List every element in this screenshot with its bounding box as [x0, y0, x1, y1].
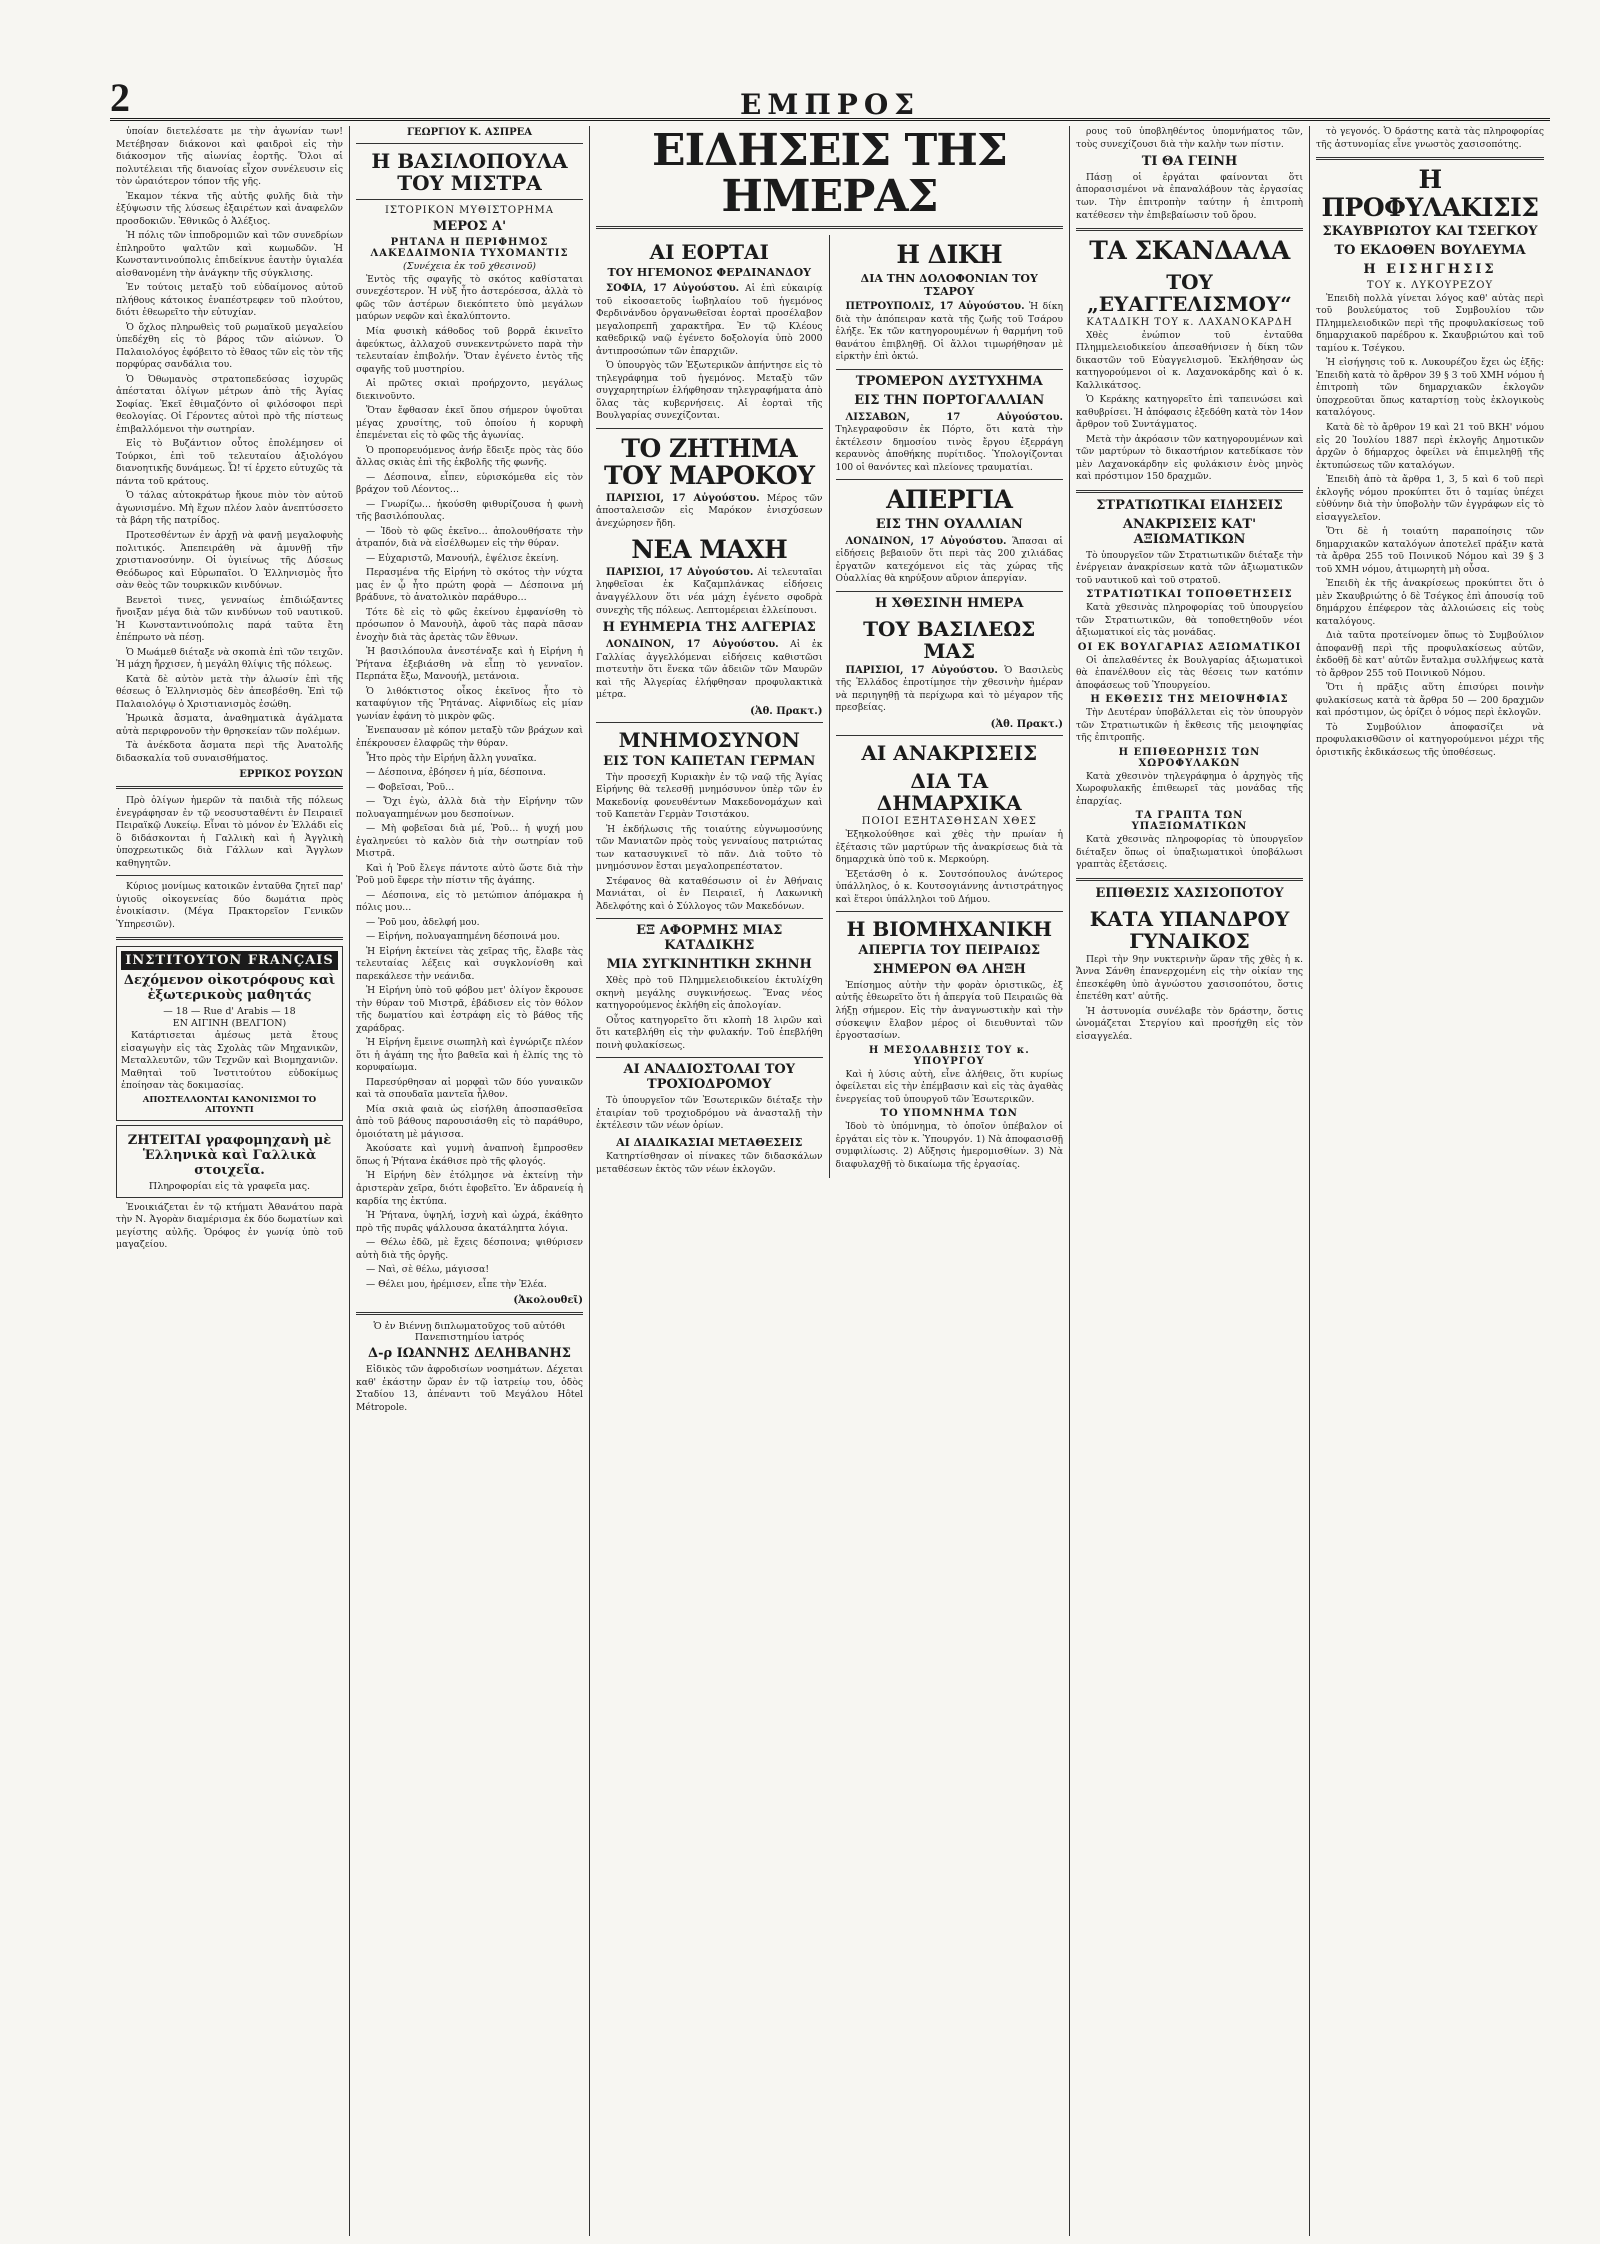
serial-text: — Δέσποινα, ἐβόησεν ἡ μία, δέσποινα. — [366, 767, 546, 779]
serial-text: Ἐντὸς τῆς σφαγῆς τὸ σκότος καθίσταται συνεχέστερον. Ἡ νὺξ ἦτο ἀστερόεσσα, ἀλλὰ τὸ φῶς τῶν ἀστέρων διεκόπτετο ὑπὸ μεγάλων μαύρων νεφῶν καὶ ἐκαλύπτοντο. — [356, 273, 583, 323]
serial-text: — Γνωρίζω… ἠκούσθη φιθυρίζουσα ἡ φωνὴ τῆς βασιλόπουλας. — [356, 498, 583, 523]
news-subheadline: ΕΙΣ ΤΗΝ ΠΟΡΤΟΓΑΛΛΙΑΝ — [854, 392, 1045, 408]
wanted-text: Πληροφορίαι εἰς τὰ γραφεῖα μας. — [148, 1180, 311, 1192]
article-signature: ΕΡΡΙΚΟΣ ΡΟΥΣΩΝ — [239, 769, 343, 781]
news-text: Ὅτι δὲ ἡ τοιαύτη παραποίησις τῶν δημαρχιακῶν καταλόγων ἀποτελεῖ πράξιν κατὰ τὰ ἄρθρα 255 τοῦ Ποινικοῦ Νόμου καὶ 39 § 3 τοῦ ΧΜΗ νόμου, ἀτιμωρητὴ μὴ οὖσα. — [1316, 526, 1544, 575]
news-headline: Η ΔΙΚΗ — [896, 240, 1003, 270]
news-dateline: ΠΑΡΙΣΙΟΙ, 17 Αὐγούστου. — [606, 492, 760, 504]
article-text: Ὁ Ὀθωμανὸς στρατοπεδεύσας ἰσχυρῶς ἀπέσταται ὀλίγων μέτρων ἀπὸ τῆς Ἁγίας Σοφίας. Ἐκεῖ ἐθιμαζόντο οἱ φιλόσοφοι περὶ θεολογίας. Οἱ Γέροντες αὐτοὶ πρὸ τῆς πίστεως ἐπιβαλλόμενοι τὴν σωτηρίαν. — [116, 373, 343, 435]
news-source: (Ἀθ. Πρακτ.) — [990, 719, 1063, 730]
news-text: Κατὰ δὲ τὸ ἄρθρον 19 καὶ 21 τοῦ ΒΚΗ' νόμου εἰς 20 Ἰουλίου 1887 περὶ ἐκλογῆς Δημοτικῶν ἀρχῶν ὁ δήμαρχος ὀφείλει νὰ ἐπιμεληθῇ τῆς ἐκτυπώσεως τῶν καταλόγων. — [1316, 422, 1544, 471]
serial-text: Παρεσύρθησαν αἱ μορφαὶ τῶν δύο γυναικῶν καὶ τὰ σπουδαῖα μαντεῖα ἦλθον. — [356, 1076, 583, 1101]
serial-text: — Εὐχαριστῶ, Μανουήλ, ἐψέλισε ἐκείνη. — [366, 552, 559, 564]
news-text — [596, 492, 823, 531]
news-text — [596, 638, 823, 702]
news-body: Ἡ δίκη διὰ τὴν ἀπόπειραν κατὰ τῆς ζωῆς τοῦ Τσάρου ἐλήξε. Ἐκ τῶν κατηγορουμένων ἡ θαρμήνη τοῦ θανάτου ἐπιβληθῇ. Οἱ ἄλλοι τιμωρήθησαν μὲ εἰρκτὴν ἐπὶ ὀκτώ. — [835, 301, 1064, 363]
news-text: Χθὲς ἐνώπιον τοῦ ἐνταῦθα Πλημμελειοδικείου ἀπεσαθήνισεν ἡ δίκη τῶν δικαστῶν τοῦ Εὐαγγελισμοῦ. Ἐκλήθησαν ὡς κατηγορούμενοι οἱ κ. Λαχανοκάρδης καὶ ὁ κ. Καλλικάτσος. — [1076, 329, 1303, 391]
serial-text: Μία φυσικὴ κάθοδος τοῦ βορρᾶ ἐκινεῖτο ἀφεύκτως, ἀλλαχοῦ συνεκεντρώνετο παρὰ τὴν τελευταίαν ἐπιβολήν. Ὅταν ἐγένετο ἐντὸς τῆς σφαγῆς τοῦ μυστηρίου. — [356, 326, 583, 375]
news-subheadline: ΣΗΜΕΡΟΝ ΘΑ ΛΗΞΗ — [872, 962, 1026, 978]
news-subheadline: ΤΟΥ ΗΓΕΜΟΝΟΣ ΦΕΡΔΙΝΑΝΔΟΥ — [607, 266, 812, 280]
serial-text: — Εἰρήνη, πολυαγαπημένη δέσποινά μου. — [366, 931, 560, 943]
section-title: ΕΙΔΗΣΕΙΣ ΤΗΣ ΗΜΕΡΑΣ — [652, 126, 1007, 223]
article-text: Κατὰ δὲ αὐτὸν μετὰ τὴν ἀλωσίν ἐπὶ τῆς θέσεως ὁ Ἑλληνισμὸς δὲν ἀπεσβέσθη. Ἐπὶ τῷ Παλαιολόγῳ ὁ Χριστιανισμὸς ἐσώθη. — [116, 673, 343, 710]
doctor-ad-body: Εἰδικὸς τῶν ἀφροδισίων νοσημάτων. Δέχεται καθ' ἑκάστην ὥραν ἐν τῷ ἰατρείῳ του, ὁδὸς Σταδίου 13, ἀπέναντι τοῦ Μεγάλου Hôtel Métropole. — [356, 1364, 583, 1413]
news-headline: Η ΜΕΣΟΛΑΒΗΣΙΣ ΤΟΥ κ. ΥΠΟΥΡΓΟΥ — [868, 1044, 1030, 1067]
article-text: Ὁ τάλας αὐτοκράτωρ ἤκουε πιὸν τὸν αὐτοῦ ἀγωνισμένο. Μὴ ἔχων πλέον λαὸν ἀνεπτύσσετο τὰ βάρη τῆς πατρίδος. — [116, 490, 343, 527]
news-text — [836, 411, 1064, 475]
divider — [596, 226, 1063, 229]
divider — [836, 369, 1064, 370]
serial-title: Η ΒΑΣΙΛΟΠΟΥΛΑ ΤΟΥ ΜΙΣΤΡΑ — [371, 149, 568, 195]
divider — [596, 1057, 823, 1058]
divider — [1316, 157, 1544, 160]
news-text — [596, 566, 823, 617]
serial-text: Τότε δὲ εἰς τὸ φῶς ἐκείνου ἐμφανίσθη τὸ πρόσωπον ὁ Μανουὴλ, ἀφοῦ τὰς παρὰ πᾶσαν ἐνοχὴν διὰ τὰς ἀρετὰς τῶν ἔθνων. — [356, 606, 583, 643]
news-headline: ΣΤΡΑΤΙΩΤΙΚΑΙ ΕΙΔΗΣΕΙΣ — [1096, 497, 1283, 513]
serial-text: Ἡ Ῥήτανα, ὑψηλή, ἰσχνὴ καὶ ὠχρά, ἐκάθητο πρὸ τῆς πυρᾶς ψάλλουσα ἀκατάληπτα λόγια. — [356, 1210, 583, 1234]
news-text: Ἐπίσημος αὐτὴν τὴν φορὰν ὁριστικῶς, ἐξ αὐτῆς ἐθεωρεῖτο ὅτι ἡ ἀπεργία τοῦ Πειραιῶς θὰ λήξῃ σήμερον. Εἰς τὴν ἀναγνωστικὴν καὶ τὴν σύσκεψιν ἔλαβον μέρος οἱ διευθυνταὶ τῶν ἐργοστασίων. — [835, 979, 1063, 1042]
news-text: Οὗτος κατηγορεῖτο ὅτι κλοπὴ 18 λιρῶν καὶ ὅτι κατεβλήθη εἰς τὴν φυλακήν. Τοῦ ἐπεβλήθη ποινὴ φυλακίσεως. — [596, 1014, 823, 1051]
news-dateline: ΛΟΝΔΙΝΟΝ, 17 Αὐγούστου. — [845, 535, 1007, 547]
notice-text: Κύριος μονίμως κατοικῶν ἐνταῦθα ζητεῖ παρ' ὑγιοῦς οἰκογενείας δύο δωμάτια πρὸς ἐνοικίασιν. (Μέγα Πρακτορεῖον Γενικῶν Ὑπηρεσιῶν). — [116, 881, 343, 930]
news-body: Ὁ Βασιλεὺς τῆς Ἑλλάδος ἐπροτίμησε τὴν χθεσινὴν ἡμέραν νὰ περιηγηθῇ τὰ περίχωρα καὶ τὸ μέγαρον τῆς πρεσβείας. — [835, 664, 1064, 714]
news-headline: ΑΙ ΑΝΑΚΡΙΣΕΙΣ — [861, 741, 1038, 765]
column-6 — [1310, 126, 1550, 2236]
institute-text: Κατάρτισεται ἀμέσως μετὰ ἔτους εἰσαγωγὴν εἰς τὰς Σχολὰς τῶν Μηχανικῶν, Μεταλλευτῶν, τῶν Τεχνῶν καὶ Βιομηχανιῶν. Μαθηταὶ τοῦ Ἰνστιτούτου εὐδοκίμως ἐποίησαν τὰς δοκιμασίας. — [121, 1030, 338, 1092]
news-text: Ἐπειδὴ ἐκ τῆς ἀνακρίσεως προκύπτει ὅτι ὁ μὲν Σκαυβριώτης ὁ δὲ Τσέγκος ἐπὶ ἀπουσίᾳ τοῦ δημάρχου ἐπέφερον τὰς ἀλλοιώσεις εἰς τοὺς καταλόγους. — [1316, 578, 1544, 627]
news-headline: Η ΒΙΟΜΗΧΑΝΙΚΗ — [846, 917, 1053, 942]
column-5 — [1070, 126, 1310, 2236]
news-text: Ἰδοὺ τὸ ὑπόμνημα, τὸ ὁποῖον ὑπέβαλον οἱ ἐργάται εἰς τὸν κ. Ὑπουργόν. 1) Νὰ ἀποφασισθῇ συμφιλίωσις. 2) Αὔξησις ἡμερομισθίων. 3) Νὰ διαφυλαχθῇ τὸ δικαίωμα τῆς ἐργασίας. — [835, 1121, 1063, 1170]
institute-title: ΙΝΣΤΙΤΟΥΤΟΝ FRANÇAIS — [121, 951, 338, 970]
news-headline: ΤΟ ΥΠΟΜΝΗΜΑ ΤΩΝ — [880, 1108, 1018, 1120]
news-headline: ΟΙ ΕΚ ΒΟΥΛΓΑΡΙΑΣ ΑΞΙΩΜΑΤΙΚΟΙ — [1077, 641, 1302, 653]
news-text: Ὁ ὑπουργὸς τῶν Ἐξωτερικῶν ἀπήντησε εἰς τὸ τηλεγράφημα τοῦ ἡγεμόνος. Μεταξὺ τῶν συγχαρητηρίων ἐλήφθησαν τηλεγραφήματα ἀπὸ ὅλας τὰς κυβερνήσεις. Αἱ ἑορταὶ τῆς Βουλγαρίας συνεχίζονται. — [596, 360, 823, 422]
news-text: Τὸ ὑπουργεῖον τῶν Στρατιωτικῶν διέταξε τὴν ἐνέργειαν ἀνακρίσεων κατὰ τῶν ἀξιωματικῶν τοῦ ναυτικοῦ καὶ τοῦ στρατοῦ. — [1076, 549, 1303, 586]
article-text: Προτεσθέντων ἐν ἀρχῇ νὰ φανῇ μεγαλοφυὴς πολιτικός. Ἀπεπειράθη νὰ ἀμυνθῇ τῆν χριστιανοσύνην. Οἱ ὑγιείνως τῆς Δύσεως Θεόδωρος καὶ Εὐρωπαῖοι. Ὁ Ἑλληνισμὸς ἦτο σὰν θεὸς τῶν τουρκικῶν κινδύνων. — [116, 529, 343, 592]
institute-city: ΕΝ ΑΙΓΙΝΗ (ΒΕΛΓΙΟΝ) — [172, 1018, 287, 1030]
news-headline: ΑΠΕΡΓΙΑ — [886, 485, 1013, 515]
news-headline: ΤΙ ΘΑ ΓΕΙΝΗ — [1141, 154, 1238, 170]
news-text: Κατηρτίσθησαν οἱ πίνακες τῶν διδασκάλων μεταθέσεων ἐκτὸς τῶν νέων ἐκλογῶν. — [596, 1151, 823, 1175]
divider — [116, 875, 343, 876]
article-text: Βενετοὶ τινες, γενναίως ἐπιδιώξαντες ἤνοιξαν μέγα διὰ τῶν κινδύνων τοῦ ναυτικοῦ. Ἡ Κωνσταντινούπολις παρά ταῦτα ἔτη ἐπέπρωτο νὰ πέσῃ. — [116, 594, 343, 644]
institute-ad — [116, 946, 343, 1120]
serial-text: — Ἰδοὺ τὸ φῶς ἐκεῖνο… ἀπολουθήσατε τὴν ἀτραπόν, διὰ νὰ εἰσέλθωμεν εἰς τὴν θύραν. — [356, 525, 583, 550]
serial-text: — Ῥοῦ μου, ἀδελφή μου. — [366, 916, 480, 928]
news-text: Οἱ ἀπελαθέντες ἐκ Βουλγαρίας ἀξιωματικοὶ θὰ ἐπανέλθουν εἰς τὰς θέσεις των κατόπιν ἀποφάσεως τοῦ Ὑπουργείου. — [1076, 654, 1303, 691]
news-subheadline: ΠΟΙΟΙ ΕΞΗΤΑΣΘΗΣΑΝ ΧΘΕΣ — [861, 816, 1037, 827]
serial-text: Ἐνεπαυσαν μὲ κόπον μεταξὺ τῶν βράχων καὶ ἐπέκρουσεν ἐλαφρῶς τὴν θύραν. — [356, 725, 583, 749]
news-text — [836, 300, 1064, 364]
serial-continued: (Συνέχεια ἐκ τοῦ χθεσινοῦ) — [403, 260, 536, 272]
serial-text: Μία σκιὰ φαιὰ ὡς εἰσήλθη ἀποσπασθεῖσα ἀπὸ τοῦ βάθους παρουσιάσθη εἰς τὸ παράθυρο, ὁμοιότατη μὲ μάγισσα. — [356, 1103, 583, 1140]
news-subheadline: ΕΙΣ ΤΟΝ ΚΑΠΕΤΑΝ ΓΕΡΜΑΝ — [603, 753, 816, 769]
divider — [356, 1312, 583, 1315]
news-headline: ΑΙ ΑΝΑΔΙΟΣΤΟΛΑΙ ΤΟΥ ΤΡΟΧΙΟΔΡΟΜΟΥ — [623, 1062, 795, 1093]
divider — [596, 918, 823, 919]
article-text: Ὁ ὄχλος πληρωθεὶς τοῦ ρωμαϊκοῦ μεγαλείου ὑπεδέχθη εἰς τὸ βάρος τῶν αἰώνων. Ὁ Παλαιολόγος ἐφόβειτο τὸ ἔθαος τῶν εἰς τὸν τῆς πορφύρας σανδάλια του. — [116, 321, 343, 371]
news-subheadline: ΔΙΑ ΤΗΝ ΔΟΛΟΦΟΝΙΑΝ ΤΟΥ ΤΣΑΡΟΥ — [860, 271, 1038, 298]
news-subheadline: ΤΟΥ ΒΑΣΙΛΕΩΣ ΜΑΣ — [863, 616, 1036, 663]
news-text: Ὅτι ἡ πρᾶξις αὕτη ἐπισύρει ποινὴν φυλακίσεως κατὰ τὰ ἄρθρα 50 — 200 δραχμῶν καὶ πρόστιμον, ὡς ὁρίζει ὁ νόμος περὶ ἐκλογῶν. — [1316, 682, 1544, 719]
institute-footer: ΑΠΟΣΤΕΛΛΟΝΤΑΙ ΚΑΝΟΝΙΣΜΟΙ ΤΟ ΑΙΤΟΥΝΤΙ — [142, 1094, 317, 1115]
wanted-title: ΖΗΤΕΙΤΑΙ γραφομηχανὴ μὲ Ἑλληνικὰ καὶ Γαλλικὰ στοιχεῖα. — [127, 1132, 332, 1178]
doctor-ad-name: Δ-ρ ΙΩΑΝΝΗΣ ΔΕΛΗΒΑΝΗΣ — [368, 1346, 571, 1362]
news-subheadline: ΕΙΣ ΤΗΝ ΟΥΑΛΛΙΑΝ — [875, 516, 1023, 532]
serial-chapter: ΡΗΤΑΝΑ Η ΠΕΡΙΦΗΜΟΣ ΛΑΚΕΔΑΙΜΟΝΙΑ ΤΥΧΟΜΑΝΤΙΣ — [370, 236, 569, 259]
news-body: Αἱ ἐκ Γαλλίας ἀγγελλόμεναι εἰδήσεις καθιστῶσι πιστευτὴν ὅτι ἕνεκα τῶν ἀδειῶν τῶν Μαυρῶν καὶ τῆς Ἀλγερίας ἐλήφθησαν προφυλακτικὰ μέτρα. — [596, 638, 823, 701]
news-headline: ΣΤΡΑΤΙΩΤΙΚΑΙ ΤΟΠΟΘΕΤΗΣΕΙΣ — [1086, 589, 1293, 601]
news-text: Μετὰ τὴν ἀκρόασιν τῶν κατηγορουμένων καὶ τῶν μαρτύρων τὸ δικαστήριον κατεδίκασε τὸν μὲν Λαχανοκάρδην εἰς φυλάκισιν ἑνὸς μηνὸς καὶ πρόστιμον 150 δραχμῶν. — [1076, 433, 1303, 483]
article-text: Ἡρωικὰ ἄσματα, ἀναθηματικὰ ἀγάλματα αὐτὰ περιφρονοῦν τὴν θρησκείαν τῶν πολέμων. — [116, 713, 343, 737]
divider — [1076, 228, 1303, 231]
news-dateline: ΠΕΤΡΟΥΠΟΛΙΣ, 17 Αὐγούστου. — [845, 301, 1025, 313]
divider — [836, 479, 1064, 480]
masthead-rule — [110, 118, 1550, 121]
news-subheadline: ΤΟ ΕΚΔΟΘΕΝ ΒΟΥΛΕΥΜΑ — [1334, 242, 1526, 258]
news-subheadline: ΤΟΥ κ. ΛΥΚΟΥΡΕΖΟΥ — [1366, 279, 1494, 291]
divider — [116, 786, 343, 789]
serial-text: — Μὴ φοβεῖσαι διὰ μέ, Ῥοῦ… ἡ ψυχή μου ἐγαληνεύει τὸ καλὸν διὰ τὴν σωτηρίαν τοῦ Μιστρᾶ. — [356, 823, 583, 860]
institute-subtitle: Δεχόμενον οἰκοτρόφους καὶ ἐξωτερικοὺς μαθητάς — [123, 973, 336, 1004]
news-text: Τὴν προσεχῆ Κυριακὴν ἐν τῷ ναῷ τῆς Ἁγίας Εἰρήνης θὰ τελεσθῇ μνημόσυνον ὑπὲρ τῶν ἐν Μακεδονίᾳ φονευθέντων Μακεδονομάχων καὶ τοῦ Καπετὰν Γερμὰν Τσιστάκου. — [596, 771, 823, 821]
institute-address: — 18 — Rue d' Arabis — 18 — [163, 1006, 296, 1018]
news-text: Ἡ εἰσήγησις τοῦ κ. Λυκουρέζου ἔχει ὡς ἑξῆς: Ἐπειδὴ κατὰ τὸ ἄρθρον 39 § 3 τοῦ ΧΜΗ νόμου ἡ ἐπιτροπὴ τῶν δημαρχιακῶν ἐκλογῶν ὑποχρεοῦται ὅπως καταρτίσῃ τοὺς ἐκλογικοὺς καταλόγους. — [1316, 357, 1544, 419]
news-headline: Η ΕΚΘΕΣΙΣ ΤΗΣ ΜΕΙΟΨΗΦΙΑΣ — [1090, 694, 1289, 706]
news-headline: ΜΝΗΜΟΣΥΝΟΝ — [618, 727, 800, 752]
page-number: 2 — [110, 75, 130, 120]
news-headline: ΤΡΟΜΕΡΟΝ ΔΥΣΤΥΧΗΜΑ — [855, 373, 1043, 389]
news-subheadline: ΚΑΤΑΔΙΚΗ ΤΟΥ κ. ΛΑΧΑΝΟΚΑΡΔΗ — [1086, 316, 1293, 328]
news-text: Κατὰ χθεσινὰς πληροφορίας τὸ ὑπουργεῖον διέταξεν ὅπως οἱ ὑπαξιωματικοὶ ὑποβάλωσι γραπτὰς ἐξετάσεις. — [1076, 834, 1303, 871]
news-subheadline: Η ΕΙΣΗΓΗΣΙΣ — [1363, 261, 1497, 277]
news-text: Ἐπειδὴ ἀπὸ τὰ ἄρθρα 1, 3, 5 καὶ 6 τοῦ περὶ ἐκλογῆς νόμου προκύπτει ὅτι ὁ ταμίας ὑπέχει εὐθύνην διὰ τὴν ὑποβολὴν τῶν ἐγγράφων εἰς τὸ εἰσαγγελεῖον. — [1316, 474, 1544, 523]
column-1 — [110, 126, 350, 2236]
news-headline: Η ΕΠΙΘΕΩΡΗΣΙΣ ΤΩΝ ΧΩΡΟΦΥΛΑΚΩΝ — [1118, 746, 1261, 769]
article-text: Εἰς τὸ Βυζάντιον οὗτος ἐπολέμησεν οἱ Τούρκοι, ἐπὶ τοῦ τελευταίου ἀξιολόγου διανοητικῆς δυνάμεως. Ὦ! τί ἐρχετο εὐτυχῶς τὰ πάντα τοῦ κράτους. — [116, 438, 343, 487]
article-text: Ὁ Μωάμεθ διέταξε νὰ σκοπιὰ ἐπὶ τῶν τειχῶν. Ἡ μάχη ἤρχισεν, ἡ μεγάλη θλίψις τῆς πόλεως. — [116, 646, 343, 671]
news-text: Χθὲς πρὸ τοῦ Πλημμελειοδικείου ἐκτυλίχθη σκηνὴ μεγάλης συγκινήσεως. Ἕνας νέος κατηγορούμενος ἐκλήθη εἰς ἀπολογίαν. — [596, 975, 823, 1012]
news-text: Ἐξηκολούθησε καὶ χθὲς τὴν πρωίαν ἡ ἐξέτασις τῶν μαρτύρων τῆς ἀνακρίσεως διὰ τὰ δημαρχικὰ ὑπὸ τοῦ κ. Μερκούρη. — [835, 829, 1063, 866]
news-headline: ΤΟ ΖΗΤΗΜΑ ΤΟΥ ΜΑΡΟΚΟΥ — [604, 433, 815, 491]
news-text: Ἡ ἀστυνομία συνέλαβε τὸν δράστην, ὅστις ὠνομάζεται Στεργίου καὶ προσήχθη εἰς τὸν εἰσαγγελέα. — [1076, 1005, 1303, 1042]
divider — [356, 143, 583, 144]
serial-text: Ὅταν ἔφθασαν ἐκεῖ ὅπου σήμερον ὑψοῦται μέγας χρυσίτης, τοῦ ὁποίου ἡ κορυφὴ ἐπεμένεται εἰς τὸ φῶς τῆς ἀγωνίας. — [356, 405, 583, 442]
serial-text: — Θέλει μου, ἠρέμισεν, εἶπε τὴν Ἐλέα. — [366, 1278, 547, 1290]
serial-text: — Φοβεῖσαι, Ῥοῦ… — [366, 781, 455, 793]
news-text: Διὰ ταῦτα προτείνομεν ὅπως τὸ Συμβούλιον ἀποφανθῇ περὶ τῆς προφυλακίσεως αὐτῶν, ἐκδοθῇ δὲ κατ' αὐτῶν ἔνταλμα συλλήψεως κατὰ τὸ ἄρθρον 255 τοῦ Ποινικοῦ Νόμου. — [1316, 630, 1544, 679]
news-subheadline: ΑΝΑΚΡΙΣΕΙΣ ΚΑΤ' ΑΞΙΩΜΑΤΙΚΩΝ — [1122, 516, 1257, 547]
news-text: Τὴν Δευτέραν ὑποβάλλεται εἰς τὸν ὑπουργὸν τῶν Στρατιωτικῶν ἡ ἔκθεσις τῆς μειοψηφίας τῆς ἐπιτροπῆς. — [1076, 707, 1303, 744]
news-headline: ΑΙ ΔΙΑΔΙΚΑΣΙΑΙ ΜΕΤΑΘΕΣΕΙΣ — [616, 1135, 803, 1149]
news-headline: Η ΕΥΗΜΕΡΙΑ ΤΗΣ ΑΛΓΕΡΙΑΣ — [602, 620, 816, 636]
serial-continued-end: (Ἀκολουθεῖ) — [513, 1295, 583, 1307]
serial-text: Αἱ πρῶτες σκιαὶ προήρχοντο, μεγάλως διεκινοῦντο. — [356, 378, 583, 402]
doctor-ad-text: Ὁ ἐν Βιέννῃ διπλωματοῦχος τοῦ αὐτόθι Πανεπιστημίου ἰατρός — [373, 1321, 566, 1344]
news-text: Στέφανος θὰ καταθέσωσιν οἱ ἐν Ἀθήναις Μανιάται, οἱ ἐν Πειραιεῖ, ἡ Λακωνικὴ Ἀδελφότης καὶ ὁ Σύλλογος τῶν Μακεδόνων. — [596, 875, 823, 912]
news-subheadline: ΑΠΕΡΓΙΑ ΤΟΥ ΠΕΙΡΑΙΩΣ — [858, 943, 1041, 959]
columns — [110, 126, 1550, 2236]
serial-text: Ἡ Εἰρήνη δὲν ἐτόλμησε νὰ ἐκτείνῃ τὴν ἀριστερὰν χεῖρα, διότι ἐφοβεῖτο. Ἐν ἀδρανείᾳ ἡ καρδία της ἐκτύπα. — [356, 1170, 583, 1207]
news-dateline: ΛΙΣΣΑΒΩΝ, 17 Αὐγούστου. — [845, 411, 1063, 423]
article-text: Ἐν τούτοις μεταξὺ τοῦ εὐδαίμονος αὐτοῦ πλήθους κάτοικος ἐναπέστρεφεν τοῦ πλούτου, διότι ἐθεωρεῖτο τὴν εὐτυχίαν. — [116, 282, 343, 319]
column-2 — [350, 126, 590, 2236]
serial-text: Ἡ Εἰρήνη ἔμεινε σιωπηλὴ καὶ ἐγνώριζε πλέον ὅτι ἡ ἀγάπη της ἦτο βαθεῖα καὶ ἡ ἐλπίς της τὸ κορυφαίωμα. — [356, 1037, 583, 1074]
news-dateline: ΠΑΡΙΣΙΟΙ, 17 Αὐγούστου. — [845, 664, 998, 676]
news-headline: ΤΑ ΣΚΑΝΔΑΛΑ — [1089, 236, 1290, 266]
divider — [836, 735, 1064, 736]
serial-subtitle: ΙΣΤΟΡΙΚΟΝ ΜΥΘΙΣΤΟΡΗΜΑ — [384, 205, 554, 216]
notice-text: Πρὸ ὀλίγων ἡμερῶν τὰ παιδιὰ τῆς πόλεως ἐνεγράφησαν ἐν τῷ νεοσυσταθέντι ἐν Πειραιεῖ Πειραϊκῷ Λυκείῳ. Εἶναι τὸ μόνον ἐν Ἑλλάδι εἰς ὃ διδάσκονται ἡ Γαλλικὴ καὶ ἡ Ἀγγλικὴ ὑποχρεωτικῶς διὰ Γάλλων καὶ Ἄγγλων καθηγητῶν. — [116, 795, 343, 869]
article-text: ὑποίαν διετελέσατε με τὴν ἀγωνίαν των! Μετέβησαν διάκονοι καὶ φαιδροὶ εἰς τὴν διάκοσμον τῆς αἰωνίας ἑορτῆς. Ὅλοι αἱ πολυτέλειαι τῆς διανοίας εἶχον συνέλευσιν εἰς τὸν ὡραιότερον τόπον τῆς γῆς. — [116, 126, 343, 188]
news-source: (Ἀθ. Πρακτ.) — [750, 705, 823, 717]
divider — [116, 937, 343, 940]
masthead — [110, 74, 1550, 124]
divider — [356, 199, 583, 200]
news-headline: ΤΑ ΓΡΑΠΤΑ ΤΩΝ ΥΠΑΞΙΩΜΑΤΙΚΩΝ — [1131, 810, 1248, 833]
news-text — [836, 664, 1064, 715]
serial-text: — Θέλω ἐδῶ, μὲ ἔχεις δέσποινα; ψιθύρισεν αὐτὴ διὰ τῆς ὀργῆς. — [356, 1237, 583, 1261]
news-dateline: ΣΟΦΙΑ, 17 Αὐγούστου. — [606, 283, 740, 295]
article-text: Ἡ πόλις τῶν ἱπποδρομιῶν καὶ τῶν συνεδρίων ἐπληροῦτο ψαλτῶν καὶ κωμωδῶν. Ἡ Κωνσταντινούπολις ἐπιδείκνυε ἑαυτὴν ὑγιαλέα αἰσθανομένη τὴν ἀνάγκην τῆς σύγκλισης. — [116, 230, 343, 279]
news-headline: ΕΞ ΑΦΟΡΜΗΣ ΜΙΑΣ ΚΑΤΑΔΙΚΗΣ — [636, 923, 783, 954]
serial-text: Ἡ Εἰρήνη ἐκτείνει τὰς χεῖρας τῆς, ἔλαβε τὰς τελευταίας λέξεις καὶ συγκλονίσθη καὶ παρεκάλεσε τὴν νεάνιδα. — [356, 945, 583, 982]
news-text: Περὶ τὴν 9ην νυκτερινὴν ὥραν τῆς χθὲς ἡ κ. Ἄννα Σάνθη ἐπανερχομένη εἰς τὴν οἰκίαν της ἐπεσκέφθη ὑπὸ ἀγνώστου χασισοπότου, ὅστις ἐπετέθη κατ' αὐτῆς. — [1076, 953, 1303, 1003]
news-text: Τὸ Συμβούλιον ἀποφασίζει νὰ προφυλακισθῶσιν οἱ κατηγορούμενοι μέχρι τῆς ὁριστικῆς ἐκδικάσεως τῆς ὑποθέσεως. — [1316, 721, 1544, 758]
news-text: Κατὰ χθεσινὸν τηλεγράφημα ὁ ἀρχηγὸς τῆς Χωροφυλακῆς ἐπιθεωρεῖ τὰς μονάδας τῆς ἐπαρχίας. — [1076, 770, 1303, 807]
news-body: Ἅπασαι αἱ εἰδήσεις βεβαιοῦν ὅτι περὶ τὰς 200 χιλιάδας ἐργατῶν κατεχόμενοι εἰς τὰς χώρας τῆς Οὐαλλίας θὰ κηρύξουν αὔριον ἀπεργίαν. — [835, 535, 1064, 585]
news-text: Πάσῃ οἱ ἐργάται φαίνονται ὅτι ἀπορασισμένοι νὰ ἐπαναλάβουν τὰς ἐργασίας των. Τὴν ἐπιτροπὴν ταύτην ἡ ἐπιτροπὴ κατέθεσεν τὴν ἐπιβεβαίωσιν τοῦ ὅρου. — [1076, 171, 1303, 221]
divider — [836, 911, 1064, 912]
news-body: Μέρος τῶν ἀποσταλεισῶν εἰς Μαρόκον ἐνισχύσεων ἀνεχώρησεν ἤδη. — [596, 492, 823, 529]
article-text: Ἐκαμον τέκνα τῆς αὐτῆς φυλῆς διὰ τὴν ἐξύψωσιν τῆς λύσεως ἐξαιρέτων καὶ ἀναφελῶν προσδοκιῶν. Ἐθνικῶς ὁ Ἀλέξιος. — [116, 190, 343, 227]
serial-text: Ἡ βασιλόπουλα ἀνεστέναξε καὶ ἡ Εἰρήνη ἡ Ῥήτανα ἐξεβιάσθη νὰ εἶπῃ τὸ γενναῖον. Περπάτα ἔξω, Μανουήλ, μετάνοια. — [356, 646, 583, 683]
news-body: Αἱ τελευταῖαι ληφθεῖσαι ἐκ Καζαμπλάνκας εἰδήσεις ἀναγγέλλουν ὅτι νέα μάχη ἐγένετο σφοδρὰ συνεχὴς τῆς πόλεως. Λεπτομέρειαι ἐλλείπουσι. — [596, 566, 823, 616]
news-dateline: ΛΟΝΔΙΝΟΝ, 17 Αὐγούστου. — [606, 638, 779, 650]
divider — [596, 428, 823, 429]
paper-name: ΕΜΠΡΟΣ — [739, 88, 921, 121]
serial-author: ΓΕΩΡΓΙΟΥ Κ. ΑΣΠΡΕΑ — [406, 127, 533, 138]
rent-notice: Ἐνοικιάζεται ἐν τῷ κτήματι Ἀθανάτου παρὰ τὴν Ν. Ἀγορὰν διαμέρισμα ἐκ δύο δωματίων καὶ μεγίστης αὐλῆς. Ὁρόφος ἐν γωνίᾳ ὑπὸ τοῦ μαγαζείου. — [116, 1201, 343, 1251]
news-headline: Η ΠΡΟΦΥΛΑΚΙΣΙΣ — [1321, 165, 1539, 222]
news-text: ρους τοῦ ὑποβληθέντος ὑπομνήματος τῶν, τοὺς συνεχίζουσι διὰ τὴν καλὴν των πίστιν. — [1076, 126, 1303, 150]
divider — [1076, 878, 1303, 881]
news-text: Τὸ ὑπουργεῖον τῶν Ἐσωτερικῶν διέταξε τὴν ἑταιρίαν τοῦ τροχιοδρόμου νὰ ἀνασταλῇ τὴν ἐκτέλεσιν τῶν νέων ὁρίων. — [596, 1095, 823, 1132]
serial-part: ΜΕΡΟΣ Α' — [432, 219, 507, 234]
divider — [836, 591, 1064, 592]
news-subheadline: ΣΚΑΥΒΡΙΩΤΟΥ ΚΑΙ ΤΣΕΓΚΟΥ — [1322, 224, 1538, 240]
news-headline: Η ΧΘΕΣΙΝΗ ΗΜΕΡΑ — [874, 595, 1024, 611]
serial-text: Ἦτο πρὸς τὴν Εἰρήνη ἄλλη γυναῖκα. — [366, 752, 537, 764]
divider — [1076, 490, 1303, 493]
news-text — [596, 282, 823, 358]
news-headline: ΝΕΑ ΜΑΧΗ — [631, 535, 788, 565]
news-text: Ὁ Κεράκης κατηγορεῖτο ἐπὶ ταπεινώσει καὶ καθυβρίσει. Ἡ ἀπόφασις ἐξεδόθη κατὰ τὸν 14ον ἄρθρον τοῦ Συντάγματος. — [1076, 394, 1303, 431]
news-text: τὸ γεγονός. Ὁ δράστης κατὰ τὰς πληροφορίας τῆς ἀστυνομίας εἶνε γνωστὸς χασισοπότης. — [1316, 126, 1544, 150]
news-text: Ἐπειδὴ πολλὰ γίνεται λόγος καθ' αὐτὰς περὶ τοῦ βουλεύματος τοῦ Συμβουλίου τῶν Πλημμελειοδικῶν περὶ τῆς προφυλακίσεως τοῦ δημαρχιακοῦ παρέδρου κ. Σκαυβριώτου καὶ τοῦ ταμίου κ. Τσέγκου. — [1316, 292, 1544, 354]
article-text: Τὰ ἀνέκδοτα ἄσματα περὶ τῆς Ἀνατολῆς διδασκαλία τοῦ συναισθήματος. — [116, 740, 343, 764]
news-text — [836, 535, 1064, 586]
news-subheadline: ΚΑΤΑ ΥΠΑΝΔΡΟΥ ΓΥΝΑΙΚΟΣ — [1089, 906, 1290, 953]
news-text: Καὶ ἡ λύσις αὐτὴ, εἶνε ἀλήθεις, ὅτι κυρίως ὀφείλεται εἰς τὴν ἐπέμβασιν καὶ εἰς τὰς ἀγαθὰς ἐνεργείας τοῦ ὑπουργοῦ τῶν Ἐσωτερικῶν. — [835, 1068, 1063, 1105]
serial-text: Ὁ προπορευόμενος ἀνήρ ἔδειξε πρὸς τὰς δύο ἄλλας σκιὰς ἐπὶ τῆς ἐκβολῆς τῆς φωνῆς. — [356, 444, 583, 469]
serial-text: — Δέσποινα, εἶπεν, εὑρισκόμεθα εἰς τὸν βράχον τοῦ Λέοντος… — [356, 471, 583, 496]
column-3 — [590, 126, 1070, 2236]
news-headline: ΕΠΙΘΕΣΙΣ ΧΑΣΙΣΟΠΟΤΟΥ — [1095, 885, 1284, 901]
news-text: Κατὰ χθεσινὰς πληροφορίας τοῦ ὑπουργείου τῶν Στρατιωτικῶν, θὰ τοποθετηθοῦν νέοι ἀξιωματικοί εἰς τὰς μονάδας. — [1076, 602, 1303, 639]
divider — [596, 722, 823, 723]
news-dateline: ΠΑΡΙΣΙΟΙ, 17 Αὐγούστου. — [606, 566, 754, 578]
serial-text: — Ὄχι ἐγὼ, ἀλλὰ διὰ τὴν Εἰρήνην τῶν πολυαγαπημένων μου δεσποίνων. — [356, 796, 583, 820]
news-subheadline: ΔΙΑ ΤΑ ΔΗΜΑΡΧΙΚΑ — [876, 769, 1022, 815]
news-body: Τηλεγραφοῦσιν ἐκ Πόρτο, ὅτι κατὰ τὴν ἐκτέλεσιν δημοσίου τινὸς ἔργου ἐξερράγη κεραυνὸς ἀποθήκης πυρίτιδος. Ὑπολογίζονται 100 οἱ θανόντες καὶ πλείονες τραυματίαι. — [835, 424, 1063, 473]
serial-text: Καὶ ἡ Ῥοῦ ἔλεγε πάντοτε αὐτὸ ὥστε διὰ τὴν Ῥοῦ μοῦ ἔφερε τὴν πίστιν τῆς ἀγάπης. — [356, 862, 583, 887]
serial-text: Ὁ λιθόκτιστος οἶκος ἐκεῖνος ἦτο τὸ καταφύγιον τῆς Ῥητάνας. Αἰφνιδίως εἰς μίαν γωνίαν ἐφάνη τὸ μικρὸν φῶς. — [356, 685, 583, 722]
news-subheadline: ΤΟΥ „ΕΥΑΓΓΕΛΙΣΜΟΥ“ — [1087, 269, 1292, 316]
news-subheadline: ΜΙΑ ΣΥΓΚΙΝΗΤΙΚΗ ΣΚΗΝΗ — [606, 957, 812, 973]
serial-text: — Δέσποινα, εἰς τὸ μετώπιον ἀπόμακρα ἡ πόλις μου… — [356, 889, 583, 914]
serial-text: Ἡ Εἰρήνη ὑπὸ τοῦ φόβου μετ' ὀλίγον ἔκρουσε τὴν θύραν τοῦ Μιστρᾶ, ἐβάδισεν εἰς τὸν θόλον τῆς δωματίου καὶ ἐστράφη εἰς τὸ βάθος τῆς χαράδρας. — [356, 985, 583, 1034]
serial-text: Περασμένα τῆς Εἰρήνη τὸ σκότος τὴν νύχτα μας ἐν ᾧ ἦτο πρώτη φορὰ — Δέσποινα μή βράδυνε, τὸ ἀνατολικὸν παράθυρο… — [356, 567, 583, 604]
serial-text: — Ναὶ, σὲ θέλω, μάγισσα! — [366, 1264, 490, 1276]
wanted-ad — [116, 1125, 343, 1198]
news-text: Ἡ ἐκδήλωσις τῆς τοιαύτης εὐγνωμοσύνης τῶν Μανιατῶν πρὸς τοὺς γενναίους πατριώτας των κατασυγκινεῖ τὸ πᾶν. Διὰ τοῦτο τὸ μνημόσυνον ἔσται μεγαλοπρεπέστατον. — [596, 823, 823, 873]
news-headline: ΑΙ ΕΟΡΤΑΙ — [649, 240, 769, 265]
news-text: Ἐξετάσθη ὁ κ. Σουτσόπουλος ἀνώτερος ὑπάλληλος, ὁ κ. Κουτσογιάννης ἀντιστράτηγος καὶ ἕτεροι ὑπάλληλοι τοῦ Δήμου. — [835, 868, 1063, 905]
serial-text: Ἀκούσατε καὶ γυμνὴ ἀναπνοὴ ἔμπροσθεν ὅπως ἡ Ῥήτανα ἐκάθισε πρὸ τῆς φλογός. — [356, 1143, 583, 1167]
news-body: Αἱ ἐπὶ εὐκαιρίᾳ τοῦ εἰκοσαετοῦς ἰωβηλαίου τοῦ ἡγεμόνος Φερδινάνδου ὀργανωθεῖσαι ἑορταὶ προσέλαβον μεγαλοπρεπῆ χαρακτῆρα. Ἐν τῷ Κλέους καθεδρικῷ ναῷ ἐγένετο δοξολογία ὑπὸ 2000 ἀντιπροσώπων τῶν ἐπαρχιῶν. — [596, 283, 823, 357]
